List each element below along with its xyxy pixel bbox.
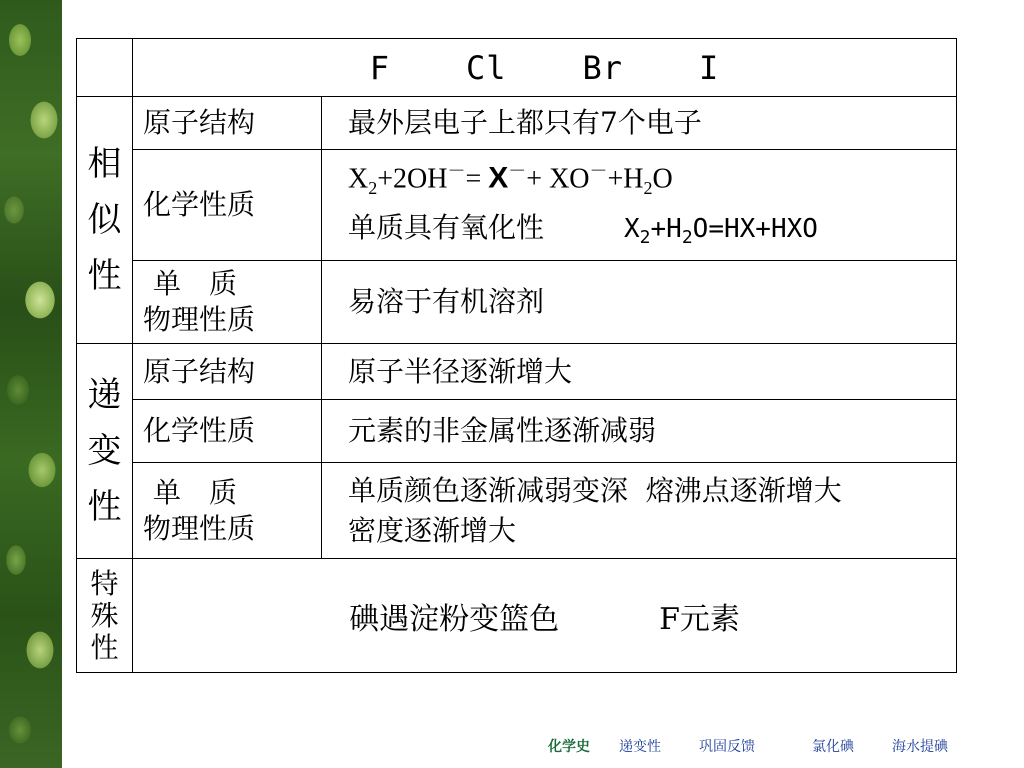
group-label-char: 变 [87,431,122,471]
similarity-group-label [77,97,133,344]
table-row [77,463,957,559]
row-content-line: 密度逐渐增大 [348,513,517,547]
eq-part: + XO [526,163,590,195]
group-label-char: 性 [87,256,122,296]
row-content [322,463,957,559]
element-symbol: I [699,48,720,87]
row-content-line: 单质颜色逐渐减弱变深 熔沸点逐渐增大 [348,473,842,507]
reaction-equation-alkali [348,151,956,208]
oxidizing-property-line [348,208,956,258]
element-symbol: Br [582,48,624,87]
row-content: 元素的非金属性逐渐减弱 [322,400,957,463]
fluorine-element-text: F元素 [659,601,740,637]
eq-subscript: 2 [681,227,693,249]
eq-part: O [652,163,673,195]
row-label-line: 物理性质 [143,303,256,336]
element-symbols-header [133,39,957,97]
row-label: 原子结构 [133,97,322,150]
eq-part: +H [607,163,644,195]
element-symbol: F [369,48,390,87]
group-label-char: 性 [90,630,119,664]
nav-link-chemistry-history[interactable]: 化学史 [548,739,590,755]
nav-link-iodine-chloride[interactable]: 氯化碘 [812,739,854,755]
row-label [133,261,322,344]
group-label-char: 递 [87,375,122,415]
nav-link-consolidation[interactable]: 巩固反馈 [699,739,755,755]
group-label-char: 相 [87,144,122,184]
group-label-char: 特 [90,566,119,600]
eq-subscript: 2 [643,178,653,199]
table-row [77,400,957,463]
table-header-row [77,39,957,97]
row-content [322,150,957,261]
row-label: 原子结构 [133,344,322,400]
reaction-equation-water [624,214,818,249]
row-content: 原子半径逐渐增大 [322,344,957,400]
special-content [133,559,957,673]
row-content: 最外层电子上都只有7个电子 [322,97,957,150]
eq-subscript: 2 [639,227,651,249]
row-label [133,463,322,559]
nav-link-seawater-iodine[interactable]: 海水提碘 [892,739,948,755]
row-label-line: 物理性质 [143,511,256,545]
group-label-char: 殊 [90,598,119,632]
eq-superscript: － [508,161,527,182]
eq-part: X [348,163,369,195]
decorative-foliage-strip [0,0,62,768]
halogen-comparison-table [76,38,957,673]
eq-part: = [465,163,489,195]
table-row [77,344,957,400]
row-label-line: 单 质 [153,267,238,300]
header-empty-cell [77,39,133,97]
row-content: 易溶于有机溶剂 [322,261,957,344]
table-row [77,150,957,261]
eq-part: O=HX+HXO [692,214,818,245]
oxidizing-text: 单质具有氧化性 [348,211,545,245]
eq-part: +2OH [377,163,448,195]
table-row [77,97,957,150]
eq-part: +H [650,214,682,245]
eq-part: X [624,214,640,245]
iodine-starch-text: 碘遇淀粉变篮色 [349,601,560,637]
row-label-line: 单 质 [153,475,238,509]
nav-link-gradation[interactable]: 递变性 [619,739,661,755]
eq-part: X [488,161,509,195]
eq-subscript: 2 [368,178,378,199]
row-label: 化学性质 [133,400,322,463]
group-label-char: 似 [87,200,122,240]
table-row [77,261,957,344]
group-label-char: 性 [87,487,122,527]
table-row [77,559,957,673]
element-symbol: Cl [465,48,507,87]
row-label: 化学性质 [133,150,322,261]
special-group-label [77,559,133,673]
gradation-group-label [77,344,133,559]
eq-superscript: － [589,161,608,182]
eq-superscript: － [447,161,466,182]
